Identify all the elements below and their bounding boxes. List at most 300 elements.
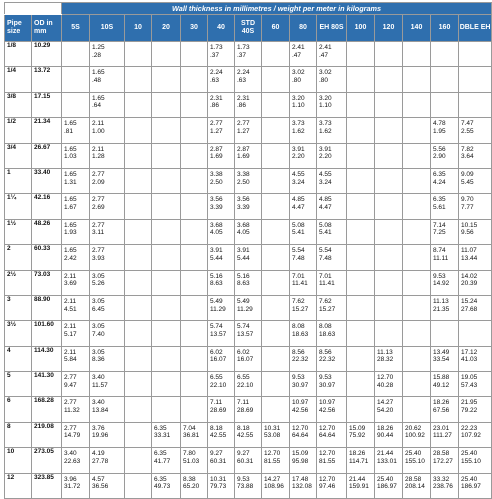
schedule-cell bbox=[375, 397, 403, 422]
weight-value: 16.07 bbox=[237, 356, 254, 364]
schedule-cell bbox=[152, 473, 181, 498]
schedule-cell bbox=[235, 168, 262, 193]
schedule-cell bbox=[431, 448, 459, 473]
wall-thickness-value: 3.02 bbox=[319, 69, 332, 77]
schedule-cell bbox=[62, 448, 90, 473]
schedule-cell bbox=[290, 448, 317, 473]
schedule-cell bbox=[62, 143, 90, 168]
wall-thickness-value: 25.40 bbox=[461, 475, 478, 483]
schedule-cell bbox=[375, 92, 403, 117]
wall-thickness-value: 3.05 bbox=[92, 272, 105, 280]
wall-thickness-value: 11.13 bbox=[377, 348, 393, 356]
weight-value: 49.12 bbox=[433, 381, 450, 389]
wall-thickness-value: 3.05 bbox=[92, 348, 105, 356]
weight-value: 7.25 bbox=[433, 229, 446, 237]
wall-thickness-value: 2.87 bbox=[210, 145, 223, 153]
weight-value: 2.09 bbox=[92, 178, 105, 186]
wall-thickness-value: 4.78 bbox=[433, 120, 446, 128]
schedule-cell bbox=[235, 219, 262, 244]
weight-value: 111.27 bbox=[433, 432, 452, 440]
wall-thickness-value: 2.77 bbox=[92, 221, 105, 229]
wall-thickness-value: 2.77 bbox=[92, 170, 105, 178]
wall-thickness-value: 7.82 bbox=[461, 145, 474, 153]
schedule-cell bbox=[403, 397, 431, 422]
schedule-cell bbox=[125, 372, 152, 397]
schedule-cell bbox=[317, 422, 347, 447]
wall-thickness-value: 12.70 bbox=[319, 450, 336, 458]
wall-thickness-value: 25.40 bbox=[377, 475, 394, 483]
weight-value: 1.10 bbox=[292, 102, 305, 110]
weight-value: 36.81 bbox=[183, 432, 200, 440]
wall-thickness-value: 14.02 bbox=[461, 272, 478, 280]
weight-value: 19.96 bbox=[92, 432, 109, 440]
wall-thickness-value: 3.73 bbox=[292, 120, 305, 128]
schedule-cell bbox=[317, 92, 347, 117]
schedule-cell bbox=[403, 372, 431, 397]
weight-value: 5.44 bbox=[237, 254, 250, 262]
schedule-cell bbox=[431, 118, 459, 143]
wall-thickness-value: 3.20 bbox=[319, 94, 332, 102]
schedule-cell bbox=[290, 295, 317, 320]
weight-value: 186.97 bbox=[377, 483, 397, 491]
schedule-cell bbox=[431, 143, 459, 168]
wall-thickness-value: 9.53 bbox=[237, 475, 250, 483]
weight-value: 97.46 bbox=[319, 483, 336, 491]
weight-value: 1.67 bbox=[64, 203, 77, 211]
schedule-cell bbox=[375, 42, 403, 67]
weight-value: 79.22 bbox=[461, 407, 478, 415]
weight-value: 5.17 bbox=[64, 330, 77, 338]
od-cell: 168.28 bbox=[32, 397, 62, 422]
schedule-cell bbox=[375, 245, 403, 270]
weight-value: 53.08 bbox=[264, 432, 281, 440]
schedule-cell bbox=[262, 473, 290, 498]
schedule-cell bbox=[90, 397, 125, 422]
pipe-size-cell: 6 bbox=[5, 397, 32, 422]
weight-value: 90.44 bbox=[377, 432, 394, 440]
wall-thickness-value: 15.09 bbox=[349, 424, 366, 432]
weight-value: 60.31 bbox=[210, 457, 227, 465]
weight-value: 27.78 bbox=[92, 457, 109, 465]
schedule-cell bbox=[290, 118, 317, 143]
weight-value: 15.27 bbox=[292, 305, 309, 313]
weight-value: 114.71 bbox=[349, 457, 369, 465]
schedule-cell bbox=[152, 422, 181, 447]
weight-value: 186.97 bbox=[461, 483, 481, 491]
pipe-size-cell: 2 bbox=[5, 245, 32, 270]
schedule-cell bbox=[62, 270, 90, 295]
schedule-cell bbox=[62, 245, 90, 270]
od-cell: 60.33 bbox=[32, 245, 62, 270]
weight-value: 1.03 bbox=[64, 153, 77, 161]
weight-value: .28 bbox=[92, 51, 102, 59]
wall-thickness-value: 3.68 bbox=[210, 221, 223, 229]
schedule-cell bbox=[431, 422, 459, 447]
schedule-cell bbox=[152, 168, 181, 193]
schedule-cell bbox=[317, 321, 347, 346]
schedule-cell bbox=[208, 67, 235, 92]
wall-thickness-value: 3.76 bbox=[92, 424, 105, 432]
weight-value: 132.08 bbox=[292, 483, 312, 491]
weight-value: 14.92 bbox=[433, 280, 450, 288]
schedule-cell bbox=[431, 194, 459, 219]
wall-thickness-value: 1.65 bbox=[64, 196, 77, 204]
schedule-cell bbox=[317, 143, 347, 168]
schedule-cell bbox=[403, 67, 431, 92]
table-row bbox=[5, 168, 492, 193]
col-header-schedule: STD 40S bbox=[235, 15, 262, 42]
wall-thickness-value: 7.80 bbox=[183, 450, 196, 458]
weight-value: 18.63 bbox=[292, 330, 309, 338]
schedule-cell bbox=[235, 42, 262, 67]
weight-value: 4.47 bbox=[319, 203, 332, 211]
schedule-cell bbox=[152, 42, 181, 67]
schedule-cell bbox=[317, 67, 347, 92]
od-cell: 73.03 bbox=[32, 270, 62, 295]
od-cell: 10.29 bbox=[32, 42, 62, 67]
schedule-cell bbox=[290, 397, 317, 422]
weight-value: 1.69 bbox=[237, 153, 250, 161]
weight-value: 95.98 bbox=[292, 457, 309, 465]
weight-value: 81.55 bbox=[264, 457, 281, 465]
schedule-cell bbox=[403, 42, 431, 67]
wall-thickness-value: 12.70 bbox=[292, 424, 309, 432]
weight-value: 155.10 bbox=[461, 457, 481, 465]
schedule-cell bbox=[208, 245, 235, 270]
weight-value: 22.32 bbox=[319, 356, 336, 364]
schedule-cell bbox=[152, 346, 181, 371]
col-header-schedule: 160 bbox=[431, 15, 459, 42]
wall-thickness-value: 5.08 bbox=[319, 221, 332, 229]
wall-thickness-value: 2.11 bbox=[92, 120, 105, 128]
weight-value: 7.48 bbox=[292, 254, 305, 262]
schedule-cell bbox=[235, 397, 262, 422]
schedule-cell bbox=[262, 346, 290, 371]
weight-value: 73.88 bbox=[237, 483, 254, 491]
schedule-cell bbox=[347, 143, 375, 168]
wall-thickness-value: 6.35 bbox=[433, 196, 446, 204]
schedule-cell bbox=[62, 92, 90, 117]
od-cell: 21.34 bbox=[32, 118, 62, 143]
table-row bbox=[5, 473, 492, 498]
wall-thickness-value: 1.65 bbox=[92, 94, 105, 102]
od-cell: 33.40 bbox=[32, 168, 62, 193]
schedule-cell bbox=[290, 321, 317, 346]
schedule-cell bbox=[235, 92, 262, 117]
schedule-cell bbox=[403, 245, 431, 270]
pipe-schedule-table bbox=[4, 2, 492, 499]
schedule-cell bbox=[208, 219, 235, 244]
wall-thickness-value: 3.91 bbox=[210, 247, 223, 255]
schedule-cell bbox=[181, 448, 208, 473]
weight-value: 4.24 bbox=[433, 178, 446, 186]
schedule-cell bbox=[375, 448, 403, 473]
wall-thickness-value: 9.70 bbox=[461, 196, 474, 204]
schedule-cell bbox=[290, 67, 317, 92]
schedule-cell bbox=[208, 270, 235, 295]
schedule-cell bbox=[181, 118, 208, 143]
wall-thickness-value: 2.24 bbox=[237, 69, 250, 77]
schedule-cell bbox=[90, 219, 125, 244]
schedule-cell bbox=[90, 422, 125, 447]
wall-thickness-value: 5.56 bbox=[433, 145, 446, 153]
wall-thickness-value: 4.19 bbox=[92, 450, 105, 458]
weight-value: 1.00 bbox=[92, 127, 105, 135]
wall-thickness-value: 1.65 bbox=[64, 170, 77, 178]
schedule-cell bbox=[431, 321, 459, 346]
wall-thickness-value: 3.91 bbox=[237, 247, 250, 255]
schedule-cell bbox=[459, 321, 492, 346]
schedule-cell bbox=[262, 245, 290, 270]
wall-thickness-value: 2.77 bbox=[64, 424, 77, 432]
weight-value: 15.27 bbox=[319, 305, 336, 313]
schedule-cell bbox=[62, 67, 90, 92]
wall-thickness-value: 11.13 bbox=[433, 297, 449, 305]
weight-value: 28.32 bbox=[377, 356, 394, 364]
weight-value: 108.96 bbox=[264, 483, 284, 491]
weight-value: 3.39 bbox=[237, 203, 250, 211]
weight-value: 3.93 bbox=[92, 254, 105, 262]
schedule-cell bbox=[208, 42, 235, 67]
weight-value: 18.63 bbox=[319, 330, 336, 338]
schedule-cell bbox=[62, 422, 90, 447]
wall-thickness-value: 21.44 bbox=[349, 475, 366, 483]
schedule-cell bbox=[262, 219, 290, 244]
schedule-cell bbox=[459, 194, 492, 219]
weight-value: 65.20 bbox=[183, 483, 200, 491]
wall-thickness-value: 2.11 bbox=[64, 297, 77, 305]
weight-value: .80 bbox=[319, 76, 329, 84]
weight-value: 7.48 bbox=[319, 254, 332, 262]
wall-thickness-value: 6.35 bbox=[154, 424, 167, 432]
weight-value: 81.55 bbox=[319, 457, 336, 465]
weight-value: 22.10 bbox=[237, 381, 254, 389]
weight-value: 64.64 bbox=[292, 432, 309, 440]
wall-thickness-value: 7.47 bbox=[461, 120, 474, 128]
schedule-cell bbox=[403, 168, 431, 193]
wall-thickness-value: 5.16 bbox=[210, 272, 223, 280]
schedule-cell bbox=[375, 473, 403, 498]
wall-thickness-value: 3.91 bbox=[292, 145, 305, 153]
schedule-cell bbox=[431, 270, 459, 295]
weight-value: 20.39 bbox=[461, 280, 478, 288]
pipe-size-cell: 10 bbox=[5, 448, 32, 473]
schedule-cell bbox=[235, 372, 262, 397]
weight-value: 27.68 bbox=[461, 305, 478, 313]
od-cell: 42.16 bbox=[32, 194, 62, 219]
wall-thickness-value: 28.58 bbox=[405, 475, 422, 483]
schedule-cell bbox=[262, 67, 290, 92]
schedule-cell bbox=[125, 295, 152, 320]
schedule-cell bbox=[431, 67, 459, 92]
wall-thickness-value: 3.91 bbox=[319, 145, 332, 153]
weight-value: 1.27 bbox=[210, 127, 223, 135]
schedule-cell bbox=[62, 118, 90, 143]
pipe-size-cell: 1/2 bbox=[5, 118, 32, 143]
wall-thickness-value: 8.08 bbox=[319, 323, 332, 331]
wall-thickness-value: 1.65 bbox=[64, 247, 77, 255]
schedule-cell bbox=[347, 42, 375, 67]
schedule-cell bbox=[208, 448, 235, 473]
schedule-cell bbox=[262, 270, 290, 295]
schedule-cell bbox=[347, 321, 375, 346]
wall-thickness-value: 14.27 bbox=[377, 399, 394, 407]
schedule-cell bbox=[181, 321, 208, 346]
wall-thickness-value: 6.02 bbox=[210, 348, 223, 356]
col-header-schedule: 100 bbox=[347, 15, 375, 42]
schedule-cell bbox=[290, 245, 317, 270]
wall-thickness-value: 9.09 bbox=[461, 170, 474, 178]
schedule-cell bbox=[347, 194, 375, 219]
wall-thickness-value: 13.49 bbox=[433, 348, 450, 356]
schedule-cell bbox=[90, 321, 125, 346]
col-header-schedule: 5S bbox=[62, 15, 90, 42]
schedule-cell bbox=[403, 321, 431, 346]
table-row bbox=[5, 270, 492, 295]
wall-thickness-value: 15.09 bbox=[292, 450, 309, 458]
schedule-cell bbox=[208, 321, 235, 346]
schedule-cell bbox=[152, 92, 181, 117]
pipe-size-cell: 1 bbox=[5, 168, 32, 193]
schedule-cell bbox=[62, 346, 90, 371]
schedule-cell bbox=[235, 346, 262, 371]
wall-thickness-value: 3.56 bbox=[237, 196, 250, 204]
wall-thickness-value: 3.73 bbox=[319, 120, 332, 128]
weight-value: 1.69 bbox=[210, 153, 223, 161]
weight-value: 75.92 bbox=[349, 432, 366, 440]
schedule-cell bbox=[262, 397, 290, 422]
weight-value: 5.41 bbox=[292, 229, 305, 237]
wall-thickness-value: 7.11 bbox=[210, 399, 223, 407]
table-row bbox=[5, 321, 492, 346]
schedule-cell bbox=[152, 448, 181, 473]
weight-value: 41.77 bbox=[154, 457, 171, 465]
weight-value: 79.73 bbox=[210, 483, 227, 491]
table-row bbox=[5, 397, 492, 422]
schedule-cell bbox=[317, 346, 347, 371]
schedule-cell bbox=[208, 143, 235, 168]
wall-thickness-value: 1.73 bbox=[237, 44, 250, 51]
weight-value: 155.10 bbox=[405, 457, 425, 465]
wall-thickness-value: 8.56 bbox=[292, 348, 305, 356]
od-cell: 101.60 bbox=[32, 321, 62, 346]
schedule-cell bbox=[317, 118, 347, 143]
schedule-cell bbox=[431, 168, 459, 193]
wall-thickness-value: 12.70 bbox=[319, 424, 336, 432]
schedule-cell bbox=[208, 295, 235, 320]
col-header-schedule: EH 80S bbox=[317, 15, 347, 42]
pipe-size-cell: 1¼ bbox=[5, 194, 32, 219]
wall-thickness-value: 6.35 bbox=[154, 450, 167, 458]
schedule-cell bbox=[62, 295, 90, 320]
header-spacer bbox=[5, 3, 62, 15]
weight-value: .81 bbox=[64, 127, 74, 135]
weight-value: 40.28 bbox=[377, 381, 394, 389]
wall-thickness-value: 5.54 bbox=[292, 247, 305, 255]
schedule-cell bbox=[375, 372, 403, 397]
weight-value: 67.56 bbox=[433, 407, 450, 415]
weight-value: 42.55 bbox=[210, 432, 227, 440]
schedule-cell bbox=[62, 168, 90, 193]
table-row bbox=[5, 422, 492, 447]
schedule-cell bbox=[403, 194, 431, 219]
schedule-cell bbox=[317, 473, 347, 498]
wall-thickness-value: 2.77 bbox=[237, 120, 250, 128]
weight-value: 64.64 bbox=[319, 432, 336, 440]
wall-thickness-value: 3.40 bbox=[92, 374, 105, 382]
wall-thickness-value: 2.41 bbox=[319, 44, 332, 51]
schedule-cell bbox=[152, 295, 181, 320]
pipe-size-cell: 3½ bbox=[5, 321, 32, 346]
schedule-cell bbox=[375, 346, 403, 371]
weight-value: 9.47 bbox=[64, 381, 77, 389]
schedule-cell bbox=[347, 245, 375, 270]
wall-thickness-value: 6.35 bbox=[154, 475, 167, 483]
schedule-cell bbox=[431, 92, 459, 117]
pipe-size-cell: 3/8 bbox=[5, 92, 32, 117]
schedule-cell bbox=[317, 397, 347, 422]
schedule-cell bbox=[235, 448, 262, 473]
schedule-cell bbox=[181, 42, 208, 67]
weight-value: 1.31 bbox=[64, 178, 77, 186]
schedule-cell bbox=[459, 219, 492, 244]
weight-value: 22.32 bbox=[292, 356, 309, 364]
wall-thickness-value: 2.11 bbox=[92, 145, 105, 153]
wall-thickness-value: 4.85 bbox=[292, 196, 305, 204]
col-header-schedule: 140 bbox=[403, 15, 431, 42]
weight-value: 51.03 bbox=[183, 457, 200, 465]
weight-value: 2.20 bbox=[292, 153, 305, 161]
schedule-cell bbox=[90, 42, 125, 67]
schedule-cell bbox=[208, 194, 235, 219]
schedule-cell bbox=[375, 422, 403, 447]
col-header-schedule: 20 bbox=[152, 15, 181, 42]
schedule-cell bbox=[317, 448, 347, 473]
schedule-cell bbox=[90, 245, 125, 270]
schedule-cell bbox=[90, 194, 125, 219]
schedule-cell bbox=[62, 219, 90, 244]
schedule-cell bbox=[375, 118, 403, 143]
wall-thickness-value: 5.74 bbox=[237, 323, 250, 331]
wall-thickness-value: 1.73 bbox=[210, 44, 223, 51]
schedule-cell bbox=[403, 219, 431, 244]
weight-value: .86 bbox=[237, 102, 247, 110]
schedule-cell bbox=[262, 118, 290, 143]
weight-value: 3.11 bbox=[92, 229, 105, 237]
schedule-cell bbox=[375, 168, 403, 193]
wall-thickness-value: 10.31 bbox=[210, 475, 227, 483]
weight-value: 16.07 bbox=[210, 356, 227, 364]
schedule-cell bbox=[208, 168, 235, 193]
schedule-cell bbox=[208, 422, 235, 447]
od-cell: 141.30 bbox=[32, 372, 62, 397]
weight-value: 1.28 bbox=[92, 153, 105, 161]
schedule-cell bbox=[181, 473, 208, 498]
schedule-cell bbox=[208, 92, 235, 117]
weight-value: 28.69 bbox=[237, 407, 254, 415]
schedule-cell bbox=[431, 219, 459, 244]
wall-thickness-value: 3.20 bbox=[292, 94, 305, 102]
wall-thickness-value: 2.11 bbox=[64, 348, 77, 356]
wall-thickness-value: 10.31 bbox=[264, 424, 281, 432]
wall-thickness-value: 2.11 bbox=[64, 272, 77, 280]
table-row bbox=[5, 219, 492, 244]
schedule-cell bbox=[262, 295, 290, 320]
schedule-cell bbox=[235, 295, 262, 320]
wall-thickness-value: 3.56 bbox=[210, 196, 223, 204]
schedule-cell bbox=[403, 448, 431, 473]
weight-value: 2.20 bbox=[319, 153, 332, 161]
